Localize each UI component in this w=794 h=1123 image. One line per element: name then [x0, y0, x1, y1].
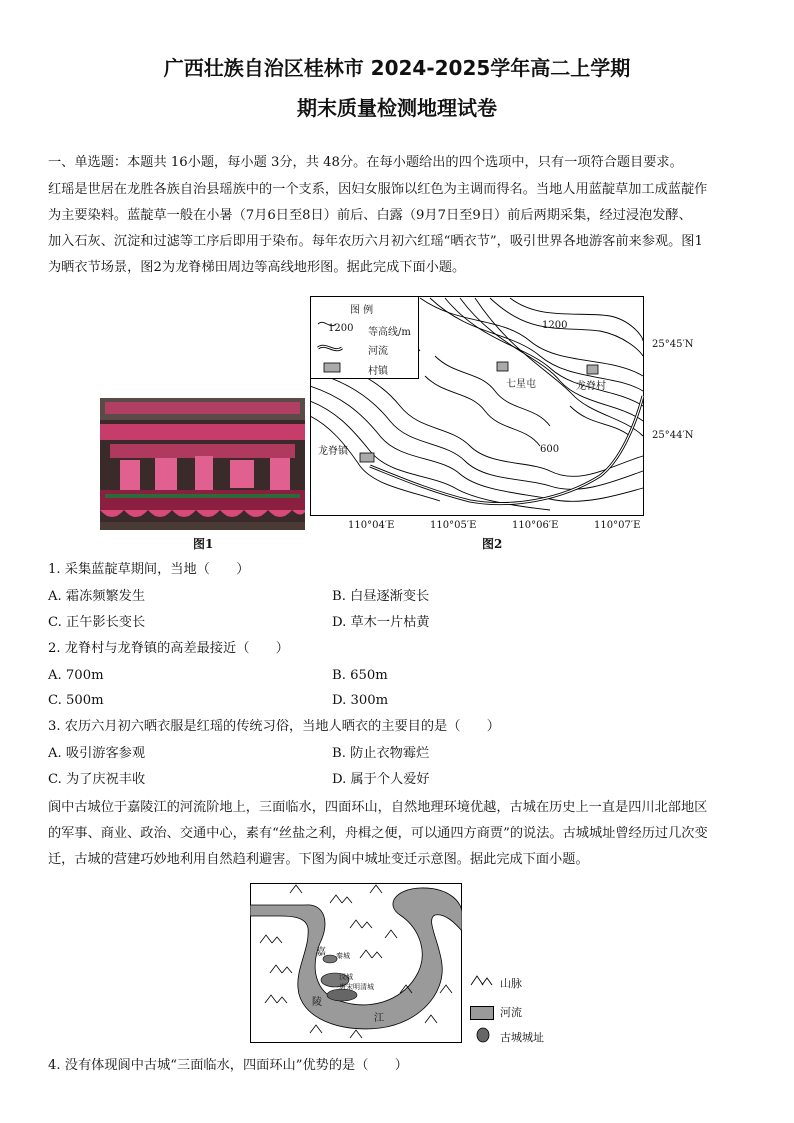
fig2-caption: 图2 [482, 537, 503, 551]
place-longji-town: 龙脊镇 [318, 446, 348, 457]
legend-river-icon [470, 1006, 494, 1020]
legend-city-site-icon [476, 1027, 490, 1047]
legend-title: 图 例 [350, 305, 374, 316]
contour-label: 600 [540, 444, 560, 455]
legend-river: 河流 [500, 1006, 522, 1019]
q3-option-c[interactable]: C. 为了庆祝丰收 [48, 772, 146, 787]
contour-label: 1200 [542, 320, 568, 331]
label-han-city: 汉城 [339, 973, 353, 981]
legend-river-label: 河流 [368, 346, 388, 357]
passage2-line: 阆中古城位于嘉陵江的河流阶地上，三面临水，四面环山，自然地理环境优越，古城在历史上一直是四川北部地区 [48, 800, 708, 815]
passage2-line: 迁，古城的营建巧妙地利用自然趋利避害。下图为阆中城址变迁示意图。据此完成下面小题。 [48, 852, 589, 867]
q2-option-d[interactable]: D. 300m [332, 693, 389, 708]
q1-stem: 1. 采集蓝靛草期间，当地（ ） [48, 562, 250, 577]
label-jiang: 江 [374, 1013, 384, 1024]
q3-option-b[interactable]: B. 防止衣物霉烂 [332, 746, 430, 761]
passage2-line: 的军事、商业、政治、交通中心，素有“丝盐之利，舟楫之便，可以通四方商贾”的说法。古城城址曾经历过几次变 [48, 826, 708, 841]
q1-option-d[interactable]: D. 草木一片枯黄 [332, 615, 430, 630]
q3-option-a[interactable]: A. 吸引游客参观 [48, 746, 146, 761]
passage1-line: 红瑶是世居在龙胜各族自治县瑶族中的一个支系，因妇女服饰以红色为主调而得名。当地人用蓝靛草加工成蓝靛作 [48, 182, 708, 197]
place-longji-village: 龙脊村 [576, 381, 606, 392]
q2-option-c[interactable]: C. 500m [48, 693, 104, 708]
label-jia: 嘉 [316, 947, 326, 958]
passage1-line: 为主要染料。蓝靛草一般在小暑（7月6日至8日）前后、白露（9月7日至9日）前后两期采集，经过浸泡发酵、 [48, 208, 692, 223]
legend-village-label: 村镇 [368, 366, 388, 377]
lat-label: 25°44′N [652, 430, 694, 441]
fig1-caption: 图1 [193, 537, 214, 551]
passage1-line: 加入石灰、沉淀和过滤等工序后即用于染布。每年农历六月初六红瑶“晒衣节”，吸引世界各地游客前来参观。图1 [48, 234, 703, 249]
q1-option-a[interactable]: A. 霜冻频繁发生 [48, 589, 146, 604]
lon-label: 110°06′E [512, 520, 559, 531]
lat-label: 25°45′N [652, 339, 694, 350]
label-tang-song-ming-qing-city: 唐宋明清城 [339, 983, 374, 991]
q3-stem: 3. 农历六月初六晒衣服是红瑶的传统习俗，当地人晒衣的主要目的是（ ） [48, 719, 500, 734]
legend-city-site: 古城城址 [500, 1031, 544, 1044]
legend-contour-label: 等高线/m [368, 327, 411, 338]
q4-stem: 4. 没有体现阆中古城“三面临水，四面环山”优势的是（ ） [48, 1058, 408, 1073]
q3-option-d[interactable]: D. 属于个人爱好 [332, 772, 430, 787]
lon-label: 110°04′E [348, 520, 395, 531]
legend-contour-value: 1200 [328, 323, 354, 334]
title-line-1: 广西壮族自治区桂林市 2024-2025学年高二上学期 [163, 56, 631, 80]
festival-photo [100, 398, 305, 530]
passage1-line: 为晒衣节场景，图2为龙脊梯田周边等高线地形图。据此完成下面小题。 [48, 260, 466, 275]
lon-label: 110°05′E [430, 520, 477, 531]
legend-mountain-icon [470, 972, 494, 991]
q2-stem: 2. 龙脊村与龙脊镇的高差最接近（ ） [48, 641, 289, 656]
title-line-2: 期末质量检测地理试卷 [297, 96, 497, 120]
q2-option-b[interactable]: B. 650m [332, 668, 388, 683]
label-ling: 陵 [312, 997, 322, 1008]
q1-option-c[interactable]: C. 正午影长变长 [48, 615, 146, 630]
section-heading: 一、单选题：本题共 16小题，每小题 3分，共 48分。在每小题给出的四个选项中，只有一项符合题目要求。 [48, 155, 683, 170]
langzhong-map [250, 883, 462, 1043]
label-qin-city: 秦城 [336, 952, 350, 960]
legend-mountain: 山脉 [500, 977, 522, 990]
q1-option-b[interactable]: B. 白昼逐渐变长 [332, 589, 430, 604]
place-qixingtun: 七星屯 [506, 379, 536, 390]
lon-label: 110°07′E [594, 520, 641, 531]
contour-map [310, 296, 644, 516]
q2-option-a[interactable]: A. 700m [48, 668, 104, 683]
